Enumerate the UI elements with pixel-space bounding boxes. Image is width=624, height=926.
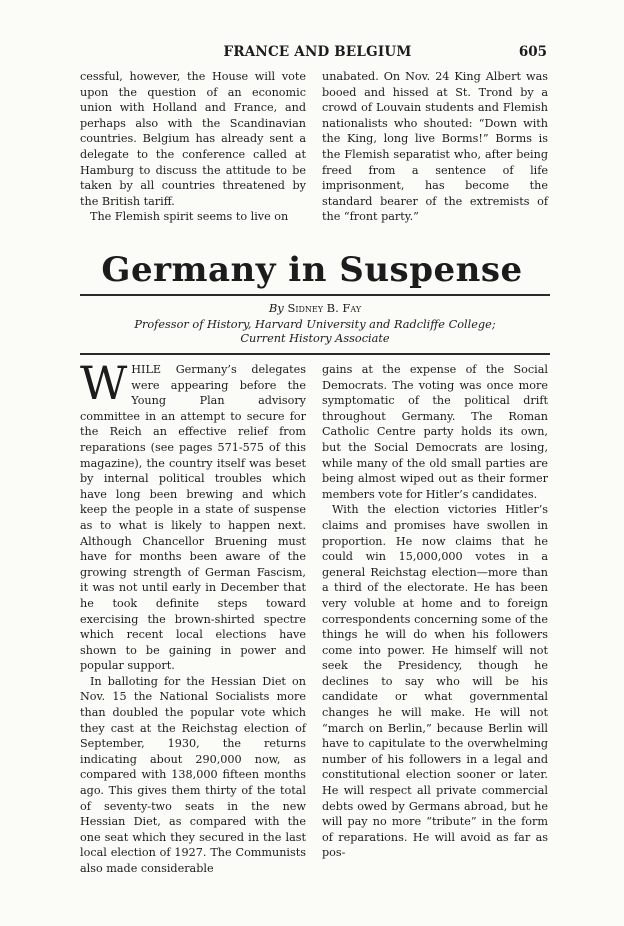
- drop-cap: W: [80, 356, 128, 410]
- author-affiliation: [80, 318, 550, 346]
- divider-rule: [80, 353, 550, 355]
- previous-article-right-column: [322, 69, 548, 225]
- paragraph: cessful, however, the House will vote upon the question of an economic union with Holland and France, and perhaps also with the Scandinavian countries. Belgium has already sent a delegate to the conference called at Hamburg to discuss the attitude to be taken by all countries threatened by the British tariff.: [80, 70, 306, 208]
- article-title: Germany in Suspense: [101, 250, 523, 290]
- divider-rule: [80, 294, 550, 296]
- paragraph-text: Germany’s delegates were appearing before the Young Plan advisory committee in an attempt to secure for the Reich an effective relief from reparations (see pages 571-575 of this magazine), the country itself was beset by internal political troubles which have long been brewing and which keep the people in a state of suspense as to what is likely to happen next. Although Chancellor Bruening must have for months been aware of the growing strength of German Fascism, it was not until early in December that he took definite steps toward exercising the brown-shirted spectre which recent local elections have shown to be gaining in power and popular support.: [80, 363, 307, 673]
- article-right-column: [322, 362, 548, 861]
- first-word: HILE: [131, 363, 162, 376]
- byline-prefix: By: [268, 301, 284, 315]
- paragraph: [80, 356, 307, 674]
- byline: [80, 301, 550, 316]
- author-name: Sidney B. Fay: [287, 301, 362, 315]
- page-number: 605: [518, 44, 547, 60]
- paragraph: With the election victories Hitler’s claims and promises have swollen in proportion. He now claims that he could win 15,000,000 votes in a general Reichstag election—more than a third of the electorate. He has been very voluble at home and to foreign correspondents concerning some of the things he will do when his followers come into power. He himself will not seek the Presidency, though he declines to say who will be his candidate or what governmental changes he will make. He will not “march on Berlin,” because Berlin will have to capitulate to the overwhelming number of his followers in a legal and constitutional election sooner or later. He will respect all private commercial debts owed by Germans abroad, but he will pay no more “tribute” in the form of reparations. He will avoid as far as pos-: [322, 503, 548, 860]
- running-head: FRANCE AND BELGIUM: [223, 44, 412, 60]
- page-header: [80, 44, 555, 66]
- previous-article-left-column: [80, 69, 306, 225]
- affiliation-line: Professor of History, Harvard University and Radcliffe College;: [134, 318, 496, 331]
- affiliation-line: Current History Associate: [240, 332, 390, 345]
- article-left-column: [80, 356, 307, 877]
- paragraph: The Flemish spirit seems to live on: [90, 210, 289, 224]
- paragraph: unabated. On Nov. 24 King Albert was booed and hissed at St. Trond by a crowd of Louvain students and Flemish nationalists who shouted: “Down with the King, long live Borms!” Borms is the Flemish separatist who, after being freed from a sentence of life imprisonment, has become the standard bearer of the extremists of the “front party.”: [322, 70, 548, 224]
- paragraph: In balloting for the Hessian Diet on Nov. 15 the National Socialists more than doubled the popular vote which they cast at the Reichstag election of September, 1930, the returns indicating about 290,000 now, as compared with 138,000 fifteen months ago. This gives them thirty of the total of seventy-two seats in the new Hessian Diet, as compared with the one seat which they secured in the last local election of 1927. The Communists also made considerable: [80, 674, 306, 875]
- paragraph: gains at the expense of the Social Democrats. The voting was once more symptomatic of the political drift throughout Germany. The Roman Catholic Centre party holds its own, but the Social Democrats are losing, while many of the old small parties are being almost wiped out as their former members vote for Hitler’s candidates.: [322, 363, 548, 501]
